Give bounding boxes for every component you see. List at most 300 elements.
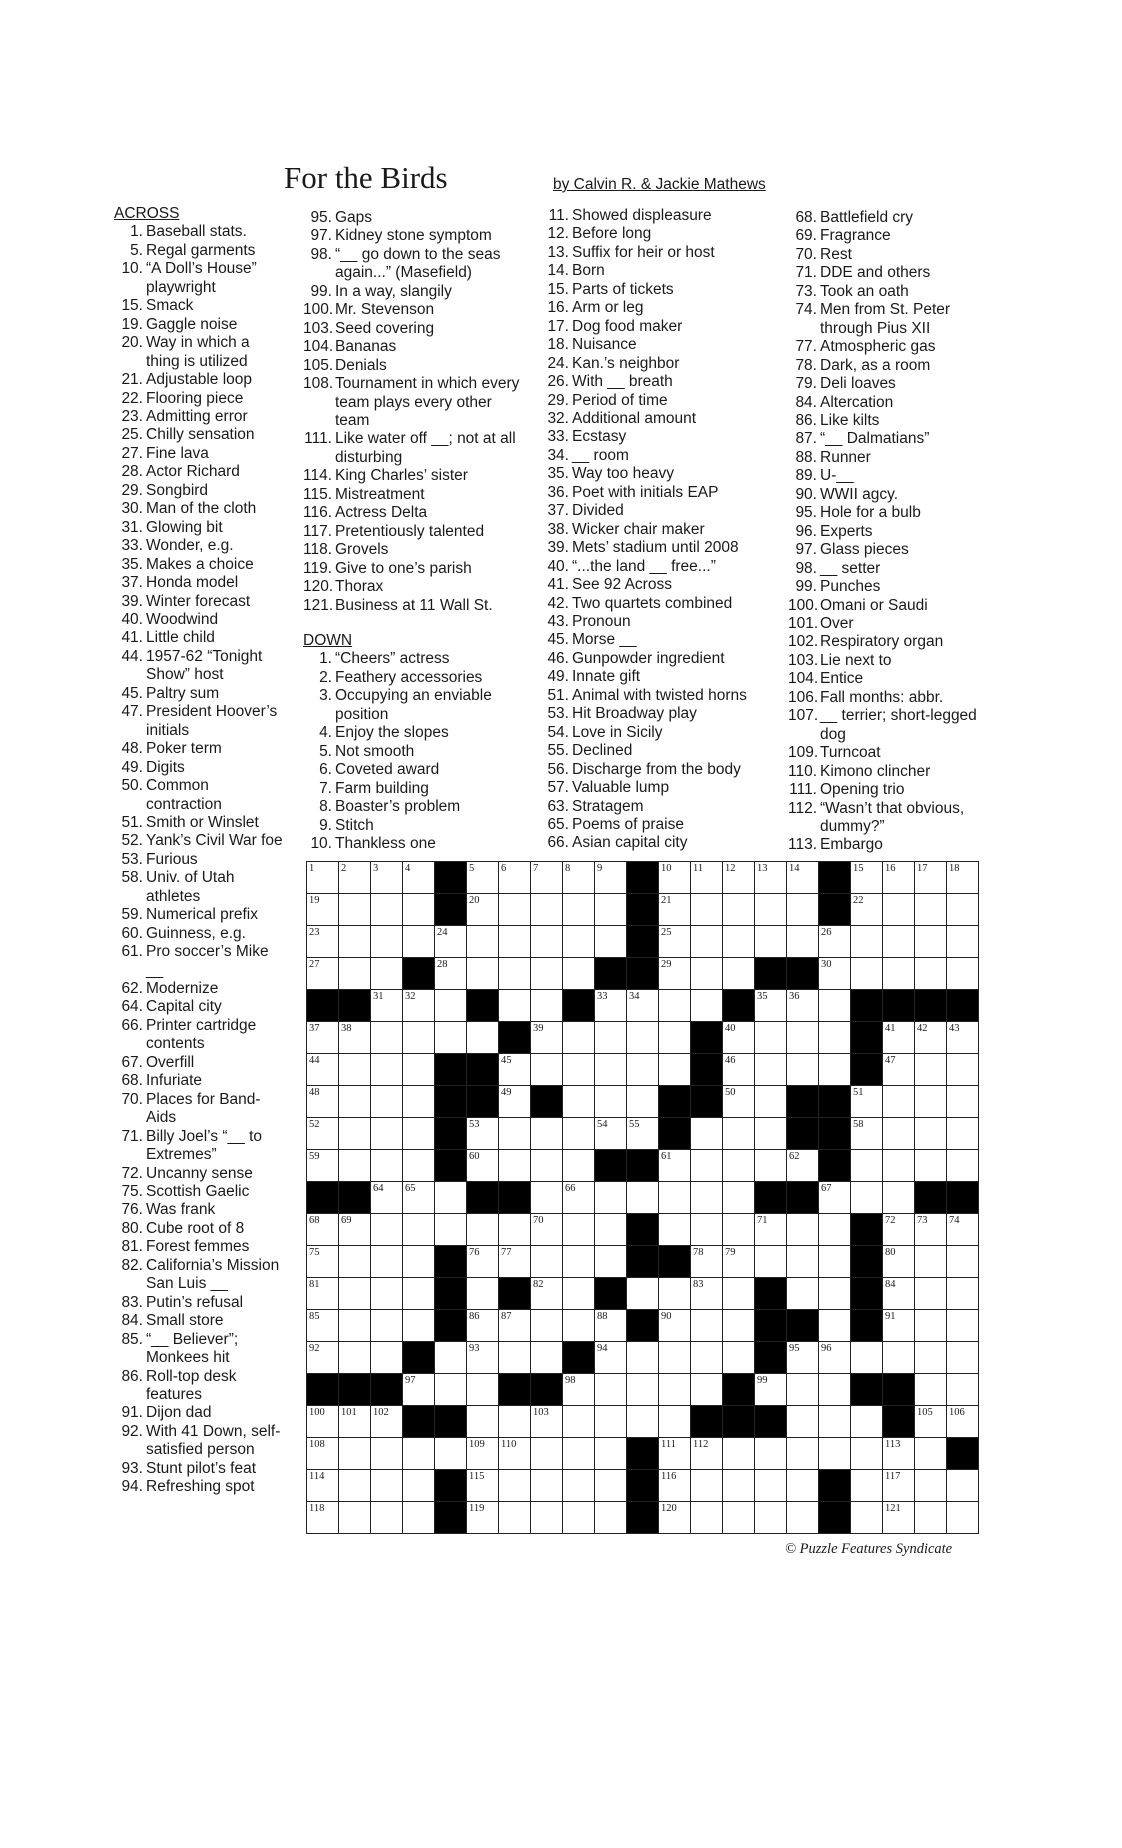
grid-cell[interactable] <box>787 1438 819 1470</box>
grid-cell[interactable] <box>691 1310 723 1342</box>
grid-cell[interactable] <box>659 1150 691 1182</box>
grid-cell[interactable] <box>595 1438 627 1470</box>
grid-cell[interactable] <box>851 1342 883 1374</box>
across-clue[interactable] <box>114 943 284 980</box>
grid-cell[interactable] <box>371 1150 403 1182</box>
grid-cell[interactable] <box>467 1342 499 1374</box>
across-clue[interactable] <box>114 703 284 740</box>
grid-cell[interactable] <box>595 1406 627 1438</box>
down-clue[interactable] <box>788 781 1003 799</box>
grid-cell[interactable] <box>467 926 499 958</box>
grid-cell[interactable] <box>371 1022 403 1054</box>
grid-cell[interactable] <box>947 1502 979 1534</box>
grid-cell[interactable] <box>819 1182 851 1214</box>
grid-cell[interactable] <box>339 894 371 926</box>
grid-cell[interactable] <box>595 1022 627 1054</box>
down-clue[interactable] <box>788 504 1003 522</box>
grid-cell[interactable] <box>563 1182 595 1214</box>
down-clue[interactable] <box>540 613 780 631</box>
grid-cell[interactable] <box>595 1054 627 1086</box>
grid-cell[interactable] <box>947 1406 979 1438</box>
across-clue[interactable] <box>303 320 525 338</box>
grid-cell[interactable] <box>659 1374 691 1406</box>
grid-cell[interactable] <box>691 926 723 958</box>
down-clue[interactable] <box>540 742 780 760</box>
down-clue[interactable] <box>788 449 1003 467</box>
grid-cell[interactable] <box>307 894 339 926</box>
grid-cell[interactable] <box>755 894 787 926</box>
grid-cell[interactable] <box>339 1310 371 1342</box>
grid-cell[interactable] <box>915 926 947 958</box>
grid-cell[interactable] <box>627 1406 659 1438</box>
grid-cell[interactable] <box>563 1086 595 1118</box>
down-clue[interactable] <box>788 375 1003 393</box>
across-clue[interactable] <box>114 593 284 611</box>
grid-cell[interactable] <box>563 1502 595 1534</box>
grid-cell[interactable] <box>403 1246 435 1278</box>
grid-cell[interactable] <box>531 1502 563 1534</box>
grid-cell[interactable] <box>531 1438 563 1470</box>
down-clue[interactable] <box>788 560 1003 578</box>
down-clue[interactable] <box>540 281 780 299</box>
across-clue[interactable] <box>114 1017 284 1054</box>
down-clue[interactable] <box>303 687 525 724</box>
grid-cell[interactable] <box>595 862 627 894</box>
grid-cell[interactable] <box>659 862 691 894</box>
grid-cell[interactable] <box>531 926 563 958</box>
grid-cell[interactable] <box>531 894 563 926</box>
grid-cell[interactable] <box>435 1214 467 1246</box>
down-clue[interactable] <box>788 763 1003 781</box>
grid-cell[interactable] <box>819 926 851 958</box>
grid-cell[interactable] <box>467 1470 499 1502</box>
grid-cell[interactable] <box>435 1342 467 1374</box>
down-clue[interactable] <box>540 299 780 317</box>
grid-cell[interactable] <box>883 1470 915 1502</box>
grid-cell[interactable] <box>723 1150 755 1182</box>
grid-cell[interactable] <box>947 958 979 990</box>
grid-cell[interactable] <box>947 1150 979 1182</box>
across-clue[interactable] <box>114 260 284 297</box>
grid-cell[interactable] <box>723 1118 755 1150</box>
grid-cell[interactable] <box>435 958 467 990</box>
grid-cell[interactable] <box>531 1118 563 1150</box>
grid-cell[interactable] <box>339 1406 371 1438</box>
grid-cell[interactable] <box>403 1214 435 1246</box>
across-clue[interactable] <box>303 560 525 578</box>
across-clue[interactable] <box>114 408 284 426</box>
grid-cell[interactable] <box>371 1086 403 1118</box>
grid-cell[interactable] <box>403 1278 435 1310</box>
grid-cell[interactable] <box>627 1054 659 1086</box>
across-clue[interactable] <box>114 1128 284 1165</box>
down-clue[interactable] <box>540 410 780 428</box>
down-clue[interactable] <box>540 447 780 465</box>
down-clue[interactable] <box>788 338 1003 356</box>
grid-cell[interactable] <box>467 958 499 990</box>
down-clue[interactable] <box>788 357 1003 375</box>
grid-cell[interactable] <box>819 1022 851 1054</box>
grid-cell[interactable] <box>691 894 723 926</box>
grid-cell[interactable] <box>787 1502 819 1534</box>
grid-cell[interactable] <box>371 1502 403 1534</box>
grid-cell[interactable] <box>883 1438 915 1470</box>
grid-cell[interactable] <box>307 1342 339 1374</box>
grid-cell[interactable] <box>595 1214 627 1246</box>
across-clue[interactable] <box>303 209 525 227</box>
grid-cell[interactable] <box>531 1342 563 1374</box>
grid-cell[interactable] <box>531 1470 563 1502</box>
across-clue[interactable] <box>114 334 284 371</box>
grid-cell[interactable] <box>819 1438 851 1470</box>
grid-cell[interactable] <box>883 1054 915 1086</box>
grid-cell[interactable] <box>755 1150 787 1182</box>
down-clue[interactable] <box>540 779 780 797</box>
grid-cell[interactable] <box>339 1502 371 1534</box>
grid-cell[interactable] <box>947 1054 979 1086</box>
down-clue[interactable] <box>788 523 1003 541</box>
down-clue[interactable] <box>788 486 1003 504</box>
grid-cell[interactable] <box>499 990 531 1022</box>
across-clue[interactable] <box>303 467 525 485</box>
grid-cell[interactable] <box>563 1054 595 1086</box>
grid-cell[interactable] <box>339 1342 371 1374</box>
grid-cell[interactable] <box>563 926 595 958</box>
grid-cell[interactable] <box>531 990 563 1022</box>
grid-cell[interactable] <box>627 990 659 1022</box>
across-clue[interactable] <box>303 430 525 467</box>
down-clue[interactable] <box>303 724 525 742</box>
grid-cell[interactable] <box>659 1342 691 1374</box>
grid-cell[interactable] <box>371 894 403 926</box>
grid-cell[interactable] <box>819 1406 851 1438</box>
down-clue[interactable] <box>540 631 780 649</box>
across-clue[interactable] <box>114 1238 284 1256</box>
across-clue[interactable] <box>114 1404 284 1422</box>
grid-cell[interactable] <box>627 1342 659 1374</box>
grid-cell[interactable] <box>819 1246 851 1278</box>
across-clue[interactable] <box>114 906 284 924</box>
grid-cell[interactable] <box>723 1470 755 1502</box>
down-clue[interactable] <box>788 597 1003 615</box>
grid-cell[interactable] <box>499 894 531 926</box>
grid-cell[interactable] <box>531 1022 563 1054</box>
grid-cell[interactable] <box>659 990 691 1022</box>
grid-cell[interactable] <box>755 926 787 958</box>
across-clue[interactable] <box>114 242 284 260</box>
grid-cell[interactable] <box>307 958 339 990</box>
grid-cell[interactable] <box>531 862 563 894</box>
across-clue[interactable] <box>303 523 525 541</box>
grid-cell[interactable] <box>339 1118 371 1150</box>
down-clue[interactable] <box>303 669 525 687</box>
grid-cell[interactable] <box>371 1342 403 1374</box>
grid-cell[interactable] <box>499 1310 531 1342</box>
grid-cell[interactable] <box>403 1438 435 1470</box>
grid-cell[interactable] <box>915 1310 947 1342</box>
grid-cell[interactable] <box>627 1022 659 1054</box>
grid-cell[interactable] <box>403 1182 435 1214</box>
grid-cell[interactable] <box>595 1246 627 1278</box>
grid-cell[interactable] <box>883 1182 915 1214</box>
grid-cell[interactable] <box>851 1502 883 1534</box>
down-clue[interactable] <box>788 836 1003 854</box>
grid-cell[interactable] <box>531 1054 563 1086</box>
grid-cell[interactable] <box>467 1150 499 1182</box>
grid-cell[interactable] <box>819 1374 851 1406</box>
grid-cell[interactable] <box>723 926 755 958</box>
grid-cell[interactable] <box>307 1502 339 1534</box>
grid-cell[interactable] <box>563 1470 595 1502</box>
grid-cell[interactable] <box>403 1310 435 1342</box>
grid-cell[interactable] <box>307 1470 339 1502</box>
grid-cell[interactable] <box>723 1086 755 1118</box>
across-clue[interactable] <box>114 1312 284 1330</box>
grid-cell[interactable] <box>659 1022 691 1054</box>
grid-cell[interactable] <box>371 1054 403 1086</box>
grid-cell[interactable] <box>787 1342 819 1374</box>
down-clue[interactable] <box>540 558 780 576</box>
grid-cell[interactable] <box>563 1278 595 1310</box>
grid-cell[interactable] <box>787 1214 819 1246</box>
grid-cell[interactable] <box>563 1214 595 1246</box>
grid-cell[interactable] <box>627 1086 659 1118</box>
grid-cell[interactable] <box>947 1118 979 1150</box>
grid-cell[interactable] <box>723 1214 755 1246</box>
down-clue[interactable] <box>303 835 525 853</box>
grid-cell[interactable] <box>723 862 755 894</box>
down-clue[interactable] <box>540 687 780 705</box>
down-clue[interactable] <box>788 227 1003 245</box>
grid-cell[interactable] <box>883 1342 915 1374</box>
grid-cell[interactable] <box>723 958 755 990</box>
grid-cell[interactable] <box>435 926 467 958</box>
grid-cell[interactable] <box>851 1086 883 1118</box>
grid-cell[interactable] <box>339 1470 371 1502</box>
grid-cell[interactable] <box>307 1246 339 1278</box>
grid-cell[interactable] <box>339 1022 371 1054</box>
across-clue[interactable] <box>303 597 525 615</box>
grid-cell[interactable] <box>851 958 883 990</box>
grid-cell[interactable] <box>851 862 883 894</box>
grid-cell[interactable] <box>947 1214 979 1246</box>
across-clue[interactable] <box>114 297 284 315</box>
down-clue[interactable] <box>788 209 1003 227</box>
down-clue[interactable] <box>788 264 1003 282</box>
grid-cell[interactable] <box>371 990 403 1022</box>
across-clue[interactable] <box>114 463 284 481</box>
down-clue[interactable] <box>540 355 780 373</box>
grid-cell[interactable] <box>563 1374 595 1406</box>
grid-cell[interactable] <box>947 1246 979 1278</box>
grid-cell[interactable] <box>627 1278 659 1310</box>
grid-cell[interactable] <box>371 1246 403 1278</box>
down-clue[interactable] <box>540 521 780 539</box>
grid-cell[interactable] <box>691 1278 723 1310</box>
grid-cell[interactable] <box>915 1118 947 1150</box>
grid-cell[interactable] <box>723 1438 755 1470</box>
grid-cell[interactable] <box>403 1118 435 1150</box>
grid-cell[interactable] <box>659 958 691 990</box>
grid-cell[interactable] <box>531 1278 563 1310</box>
grid-cell[interactable] <box>691 990 723 1022</box>
grid-cell[interactable] <box>467 1246 499 1278</box>
grid-cell[interactable] <box>915 1374 947 1406</box>
across-clue[interactable] <box>114 1460 284 1478</box>
grid-cell[interactable] <box>883 958 915 990</box>
grid-cell[interactable] <box>435 1374 467 1406</box>
grid-cell[interactable] <box>563 1150 595 1182</box>
across-clue[interactable] <box>114 574 284 592</box>
down-clue[interactable] <box>540 816 780 834</box>
down-clue[interactable] <box>540 595 780 613</box>
grid-cell[interactable] <box>563 862 595 894</box>
grid-cell[interactable] <box>371 1118 403 1150</box>
grid-cell[interactable] <box>467 1278 499 1310</box>
grid-cell[interactable] <box>755 1214 787 1246</box>
grid-cell[interactable] <box>787 894 819 926</box>
down-clue[interactable] <box>540 761 780 779</box>
grid-cell[interactable] <box>915 1214 947 1246</box>
grid-cell[interactable] <box>563 1310 595 1342</box>
grid-cell[interactable] <box>659 1310 691 1342</box>
grid-cell[interactable] <box>755 1118 787 1150</box>
grid-cell[interactable] <box>883 1246 915 1278</box>
grid-cell[interactable] <box>691 1342 723 1374</box>
grid-cell[interactable] <box>499 1054 531 1086</box>
down-clue[interactable] <box>788 633 1003 651</box>
across-clue[interactable] <box>303 338 525 356</box>
grid-cell[interactable] <box>339 1054 371 1086</box>
down-clue[interactable] <box>540 484 780 502</box>
grid-cell[interactable] <box>307 1118 339 1150</box>
grid-cell[interactable] <box>403 1374 435 1406</box>
grid-cell[interactable] <box>595 1182 627 1214</box>
grid-cell[interactable] <box>307 926 339 958</box>
grid-cell[interactable] <box>307 1214 339 1246</box>
grid-cell[interactable] <box>819 1054 851 1086</box>
grid-cell[interactable] <box>499 1406 531 1438</box>
grid-cell[interactable] <box>595 1310 627 1342</box>
across-clue[interactable] <box>303 486 525 504</box>
grid-cell[interactable] <box>467 1310 499 1342</box>
down-clue[interactable] <box>540 373 780 391</box>
grid-cell[interactable] <box>755 1502 787 1534</box>
across-clue[interactable] <box>114 1091 284 1128</box>
grid-cell[interactable] <box>851 1150 883 1182</box>
across-clue[interactable] <box>114 426 284 444</box>
down-clue[interactable] <box>788 246 1003 264</box>
grid-cell[interactable] <box>883 1086 915 1118</box>
grid-cell[interactable] <box>595 1374 627 1406</box>
grid-cell[interactable] <box>787 862 819 894</box>
grid-cell[interactable] <box>947 862 979 894</box>
grid-cell[interactable] <box>563 894 595 926</box>
across-clue[interactable] <box>114 1183 284 1201</box>
grid-cell[interactable] <box>499 1502 531 1534</box>
grid-cell[interactable] <box>787 1278 819 1310</box>
grid-cell[interactable] <box>339 1086 371 1118</box>
grid-cell[interactable] <box>307 1086 339 1118</box>
grid-cell[interactable] <box>691 1246 723 1278</box>
grid-cell[interactable] <box>371 1406 403 1438</box>
across-clue[interactable] <box>114 1368 284 1405</box>
grid-cell[interactable] <box>915 958 947 990</box>
grid-cell[interactable] <box>627 1118 659 1150</box>
grid-cell[interactable] <box>819 1214 851 1246</box>
grid-cell[interactable] <box>755 1246 787 1278</box>
across-clue[interactable] <box>303 578 525 596</box>
across-clue[interactable] <box>114 629 284 647</box>
grid-cell[interactable] <box>691 1438 723 1470</box>
across-clue[interactable] <box>303 357 525 375</box>
across-clue[interactable] <box>114 500 284 518</box>
grid-cell[interactable] <box>947 1022 979 1054</box>
grid-cell[interactable] <box>755 990 787 1022</box>
grid-cell[interactable] <box>691 1502 723 1534</box>
down-clue[interactable] <box>303 817 525 835</box>
down-clue[interactable] <box>788 301 1003 338</box>
grid-cell[interactable] <box>915 1278 947 1310</box>
grid-cell[interactable] <box>851 1182 883 1214</box>
grid-cell[interactable] <box>787 926 819 958</box>
grid-cell[interactable] <box>563 1438 595 1470</box>
down-clue[interactable] <box>540 834 780 852</box>
grid-cell[interactable] <box>883 1310 915 1342</box>
grid-cell[interactable] <box>371 862 403 894</box>
grid-cell[interactable] <box>403 1502 435 1534</box>
grid-cell[interactable] <box>819 1310 851 1342</box>
grid-cell[interactable] <box>883 1150 915 1182</box>
grid-cell[interactable] <box>467 894 499 926</box>
grid-cell[interactable] <box>563 958 595 990</box>
across-clue[interactable] <box>114 611 284 629</box>
across-clue[interactable] <box>114 1257 284 1294</box>
across-clue[interactable] <box>114 1072 284 1090</box>
down-clue[interactable] <box>540 336 780 354</box>
grid-cell[interactable] <box>371 1310 403 1342</box>
grid-cell[interactable] <box>499 1214 531 1246</box>
across-clue[interactable] <box>114 648 284 685</box>
grid-cell[interactable] <box>467 1406 499 1438</box>
grid-cell[interactable] <box>691 1470 723 1502</box>
grid-cell[interactable] <box>339 958 371 990</box>
grid-cell[interactable] <box>307 1054 339 1086</box>
down-clue[interactable] <box>788 430 1003 448</box>
across-clue[interactable] <box>114 390 284 408</box>
down-clue[interactable] <box>540 724 780 742</box>
down-clue[interactable] <box>303 761 525 779</box>
grid-cell[interactable] <box>435 1022 467 1054</box>
grid-cell[interactable] <box>403 1054 435 1086</box>
grid-cell[interactable] <box>915 1150 947 1182</box>
grid-cell[interactable] <box>659 1502 691 1534</box>
across-clue[interactable] <box>114 980 284 998</box>
grid-cell[interactable] <box>659 1054 691 1086</box>
grid-cell[interactable] <box>435 990 467 1022</box>
grid-cell[interactable] <box>627 1374 659 1406</box>
grid-cell[interactable] <box>883 894 915 926</box>
down-clue[interactable] <box>788 541 1003 559</box>
grid-cell[interactable] <box>499 1246 531 1278</box>
grid-cell[interactable] <box>787 1022 819 1054</box>
across-clue[interactable] <box>114 925 284 943</box>
across-clue[interactable] <box>114 537 284 555</box>
grid-cell[interactable] <box>691 1182 723 1214</box>
down-clue[interactable] <box>540 465 780 483</box>
grid-cell[interactable] <box>403 1086 435 1118</box>
down-clue[interactable] <box>303 743 525 761</box>
